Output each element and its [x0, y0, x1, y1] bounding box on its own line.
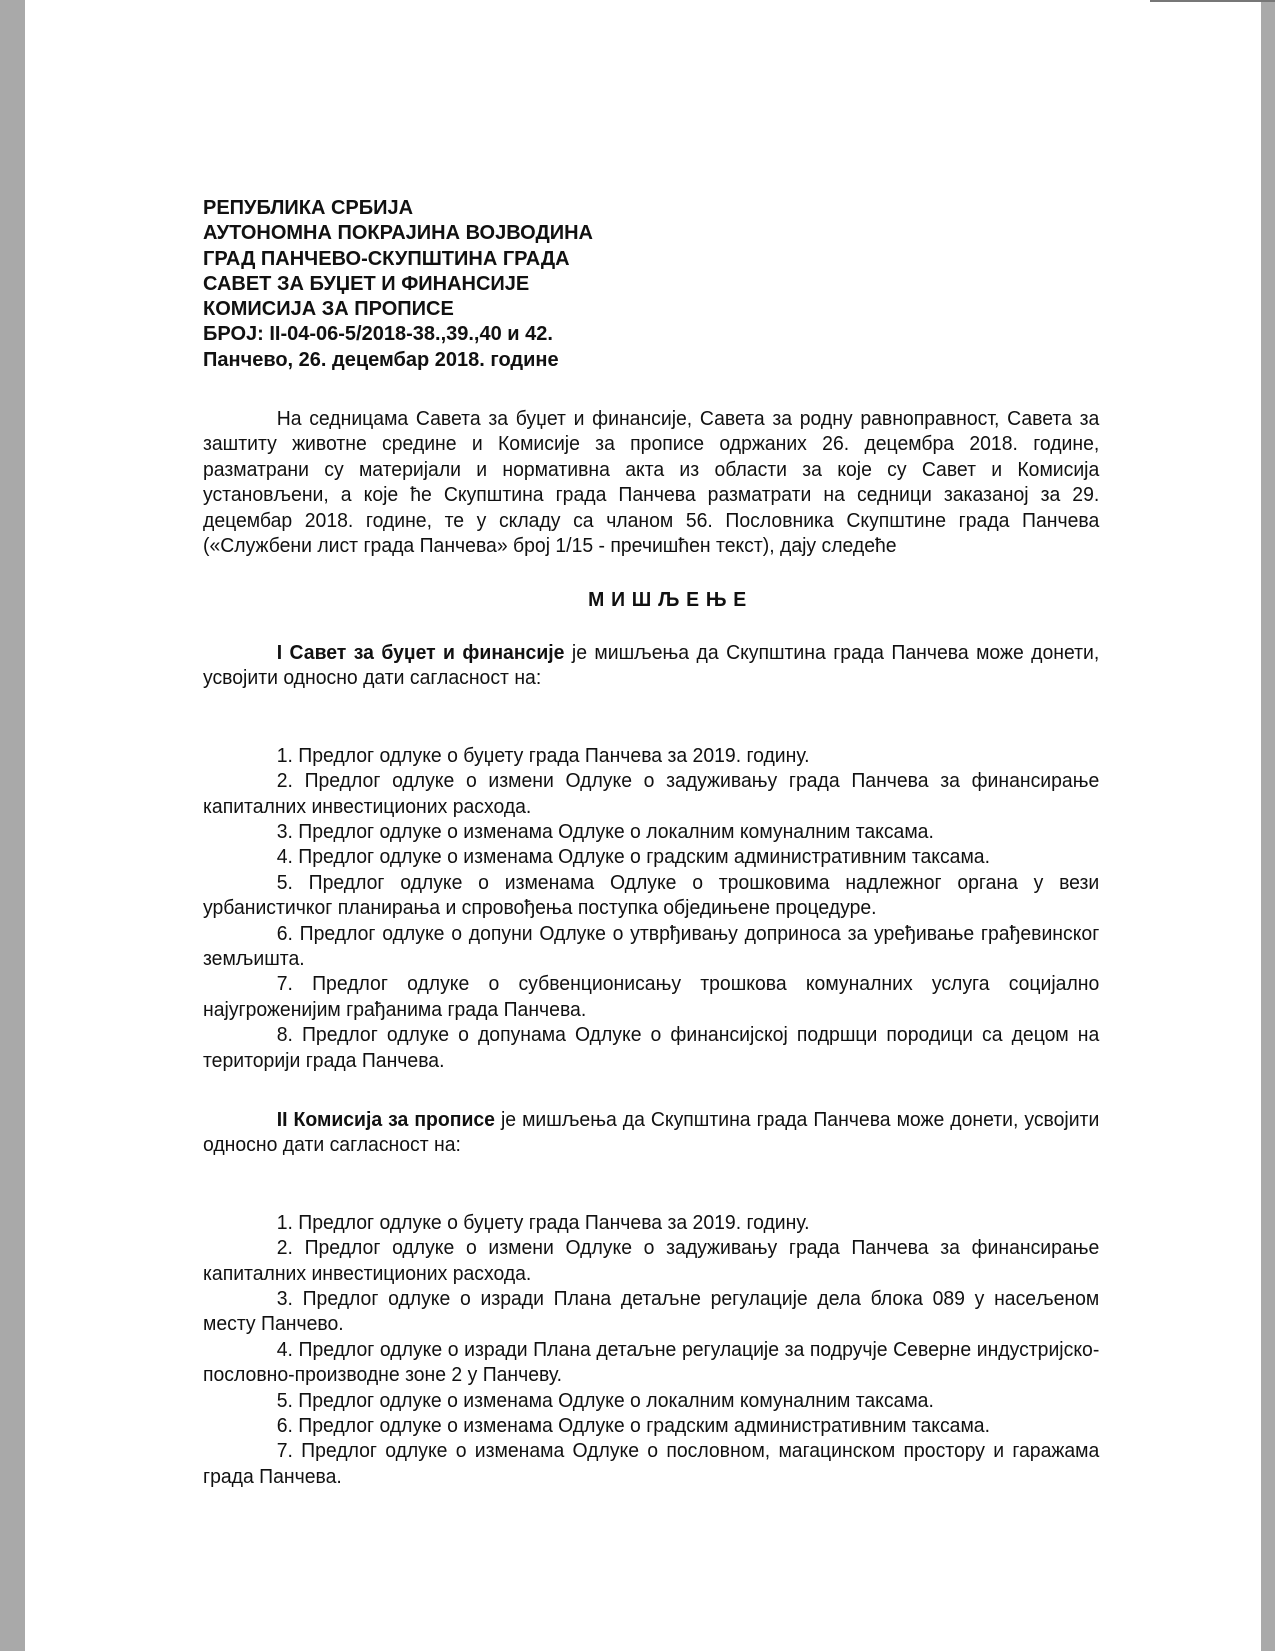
list-item: 2. Предлог одлуке о измени Одлуке о задуживању града Панчева за финансирање капиталних инвестиционих расхода.: [203, 770, 1100, 818]
section-2-numeral: II: [276, 1109, 288, 1132]
section-2-intro-text: је мишљења да Скупштина града Панчева може донети, усвојити односно дати сагласност на:: [203, 1109, 1100, 1157]
list-item: 4. Предлог одлуке о изради Плана детаљне регулације за подручје Северне индустријско-пословно-производне зоне 2 у Панчеву.: [203, 1338, 1100, 1387]
header-line-city-assembly: ГРАД ПАНЧЕВО-СКУПШТИНА ГРАДА: [203, 247, 570, 270]
section-2-body-name: Комисија за прописе: [293, 1109, 495, 1132]
header-line-place-date: Панчево, 26. децембар 2018. године: [203, 348, 559, 371]
scan-edge-artifact: [1150, 0, 1275, 2]
list-item: 1. Предлог одлуке о буџету града Панчева за 2019. годину.: [276, 1211, 810, 1234]
section-1-intro-text: је мишљења да Скупштина града Панчева може донети, усвојити односно дати сагласност на:: [203, 641, 1100, 690]
intro-paragraph: На седницама Савета за буџет и финансије, Савета за родну равноправност, Савета за заштиту животне средине и Комисије за прописе одржаних 26. децембра 2018. године, разматрани су материјали и нормативна акта из области за које су Савет и Комисија установљени, а које ће Скупштина града Панчева разматрати на седници заказаној за 29. децембар 2018. године, те у складу са чланом 56. Пословника Скупштине града Панчева («Службени лист града Панчева» број 1/15 - пречишћен текст), дају следеће: [203, 408, 1100, 558]
list-item: 3. Предлог одлуке о изради Плана детаљне регулације дела блока 089 у насељеном месту Панчево.: [203, 1288, 1100, 1336]
header-line-republic: РЕПУБЛИКА СРБИЈА: [203, 197, 414, 219]
header-line-budget-council: САВЕТ ЗА БУЏЕТ И ФИНАНСИЈЕ: [203, 272, 530, 295]
list-item: 2. Предлог одлуке о измени Одлуке о задуживању града Панчева за финансирање капиталних инвестиционих расхода.: [203, 1237, 1100, 1285]
list-item: 8. Предлог одлуке о допунама Одлуке о финансијској подршци породици са децом на територији града Панчева.: [203, 1024, 1100, 1072]
header-line-province: АУТОНОМНА ПОКРАЈИНА ВОЈВОДИНА: [203, 222, 593, 245]
section-2-intro: [203, 1108, 1099, 1159]
list-item: 6. Предлог одлуке о допуни Одлуке о утврђивању доприноса за уређивање грађевинског земљишта.: [203, 922, 1100, 970]
list-item: 7. Предлог одлуке о субвенционисању трошкова комуналних услуга социјално најугроженијим грађанима града Панчева.: [203, 973, 1100, 1021]
list-item: 7. Предлог одлуке о изменама Одлуке о пословном, магацинском простору и гаражама града Панчева.: [203, 1440, 1100, 1488]
document-content: [203, 196, 1099, 1490]
list-item: 4. Предлог одлуке о изменама Одлуке о градским административним таксама.: [276, 846, 990, 869]
list-item: 5. Предлог одлуке о изменама Одлуке о локалним комуналним таксама.: [276, 1389, 934, 1412]
scanned-page: [25, 0, 1261, 1651]
header-line-regulations-commission: КОМИСИЈА ЗА ПРОПИСЕ: [203, 298, 454, 321]
section-2-items: [203, 1211, 1099, 1490]
document-header: [203, 196, 1099, 373]
list-item: 5. Предлог одлуке о изменама Одлуке о трошковима надлежног органа у вези урбанистичког планирања и спровођења поступка обједињене процедуре.: [203, 871, 1100, 920]
list-item: 6. Предлог одлуке о изменама Одлуке о градским административним таксама.: [276, 1415, 990, 1438]
header-line-reference-number: БРОЈ: II-04-06-5/2018-38.,39.,40 и 42.: [203, 323, 553, 346]
section-1-body-name: Савет за буџет и финансије: [289, 641, 565, 664]
section-1-intro: [203, 641, 1099, 692]
document-title: МИШЉЕЊЕ: [588, 588, 753, 611]
section-1-numeral: I: [276, 641, 283, 664]
list-item: 1. Предлог одлуке о буџету града Панчева за 2019. годину.: [276, 744, 810, 767]
list-item: 3. Предлог одлуке о изменама Одлуке о локалним комуналним таксама.: [276, 820, 934, 843]
section-1-items: [203, 744, 1099, 1074]
